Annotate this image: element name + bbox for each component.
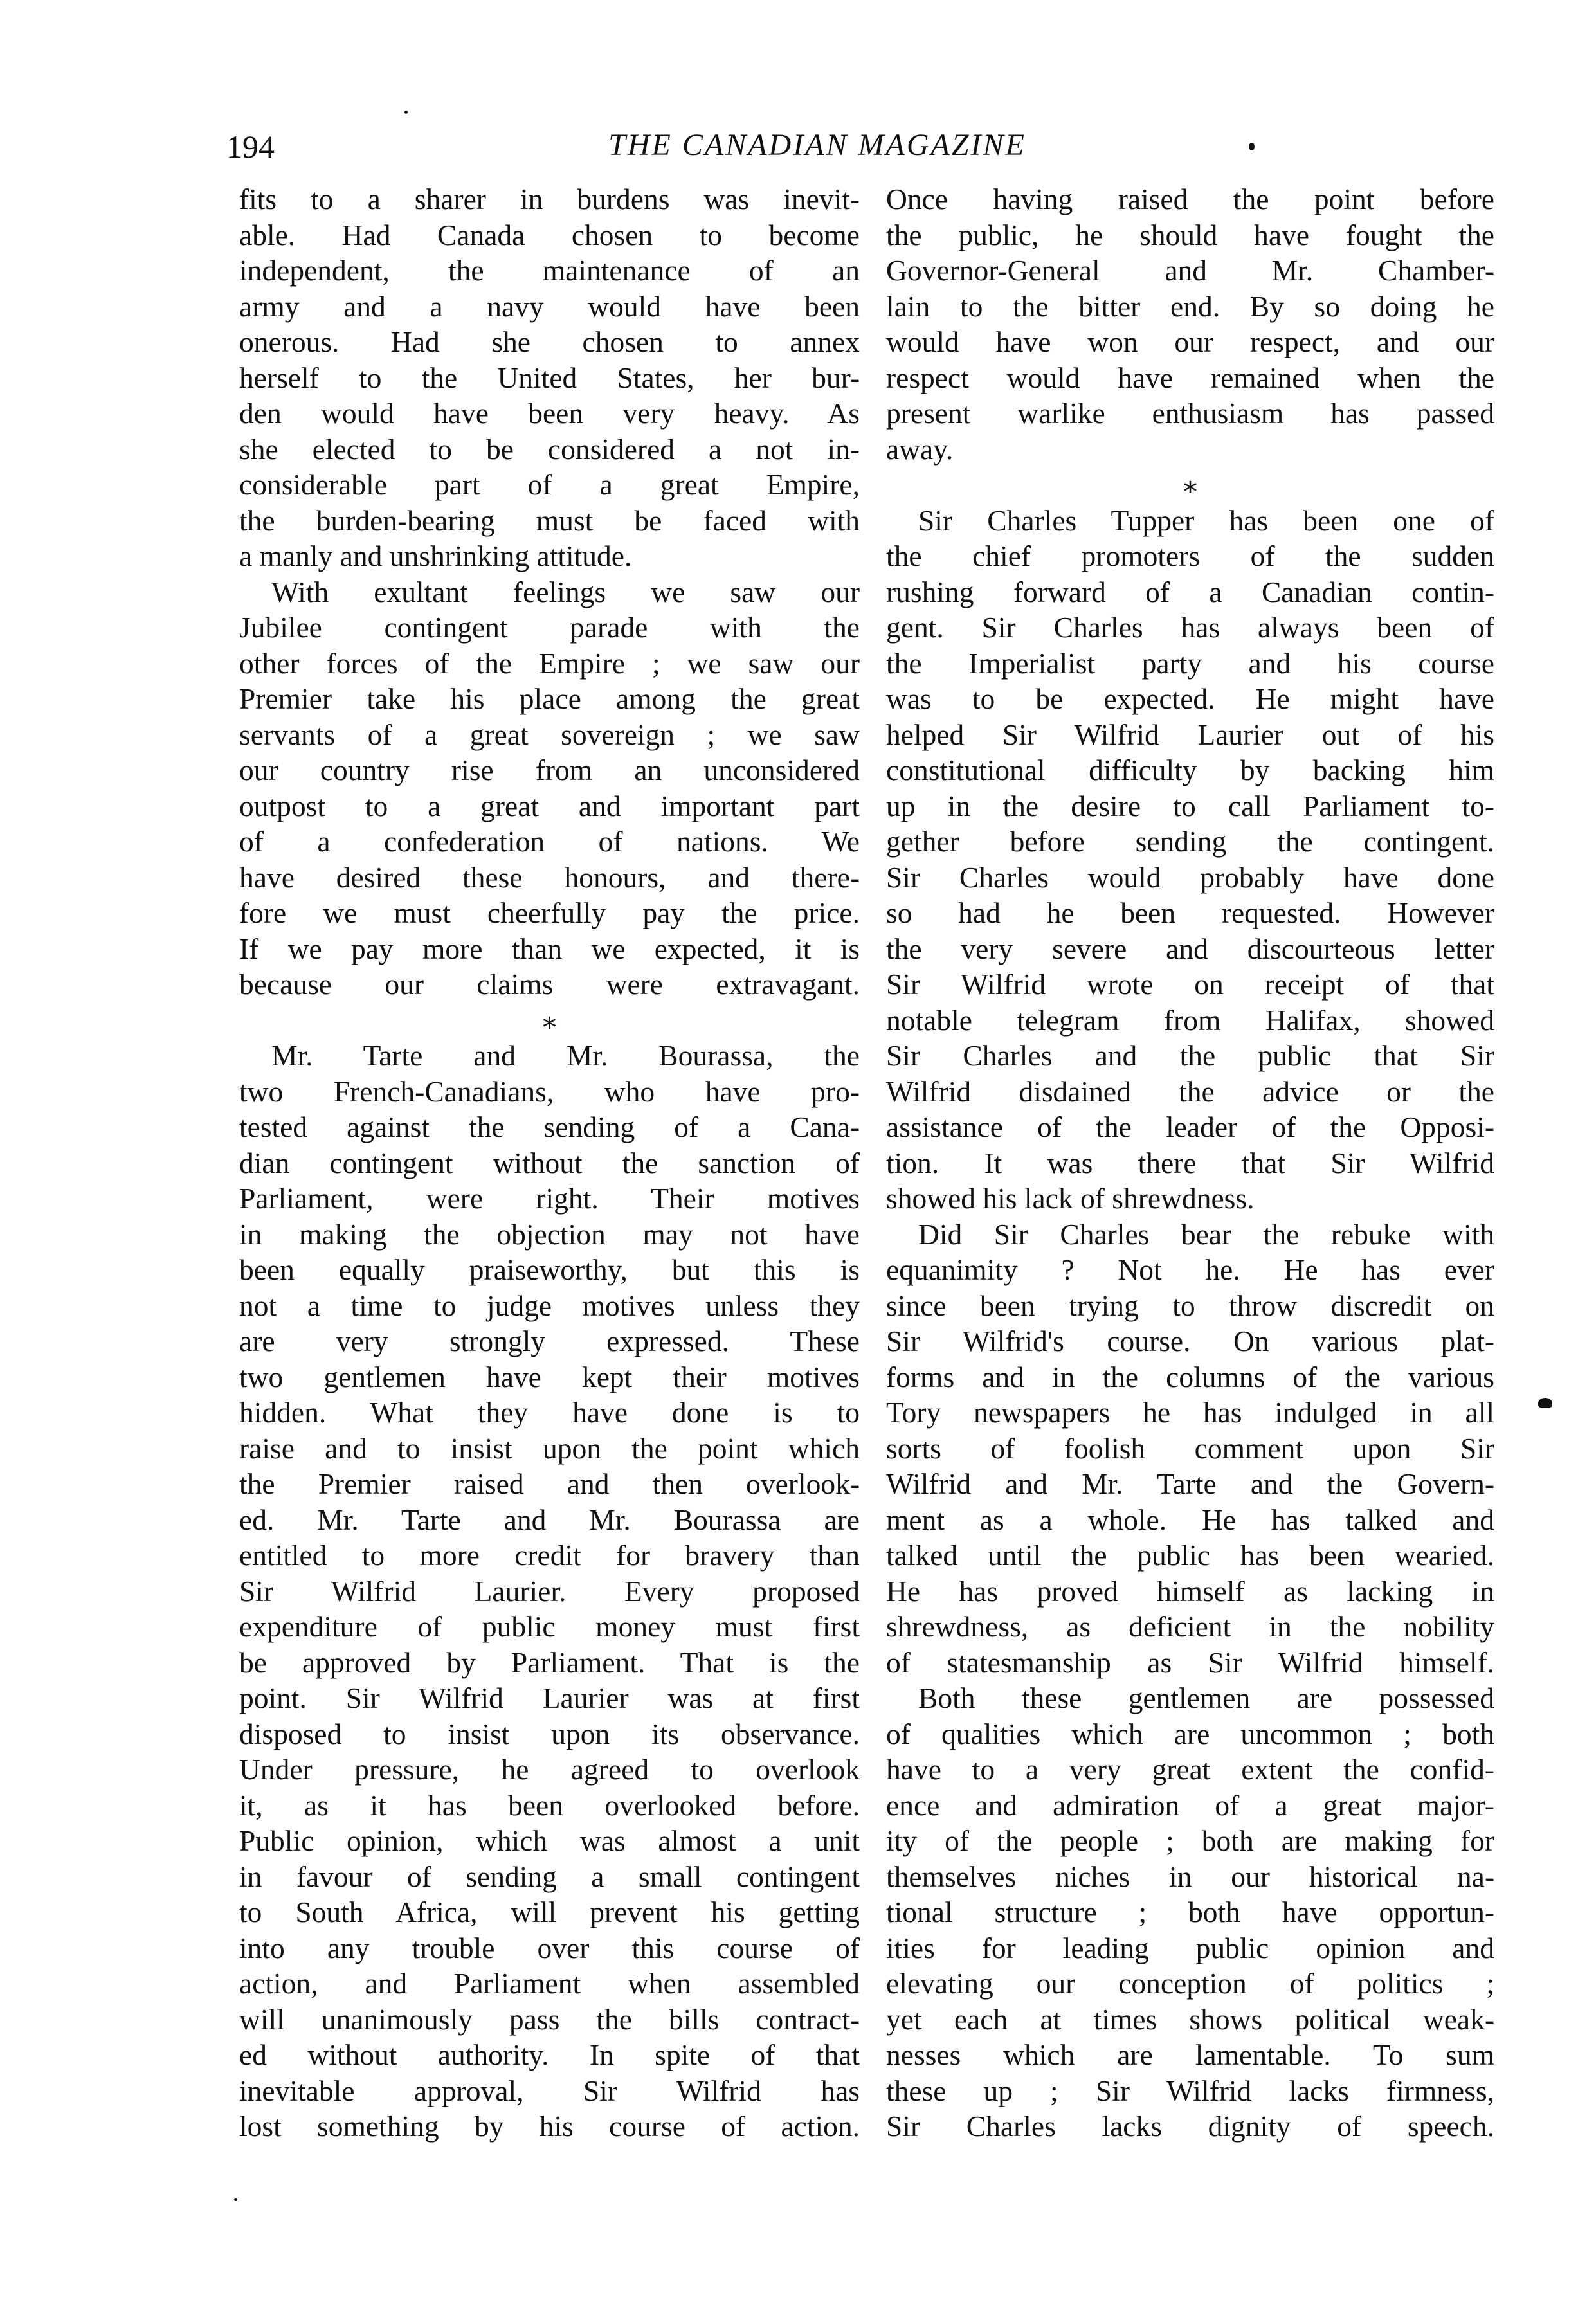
text-line: tional structure ; both have opportun- bbox=[886, 1896, 1494, 1928]
text-line: respect would have remained when the bbox=[886, 361, 1494, 394]
text-line: ment as a whole. He has talked and bbox=[886, 1503, 1494, 1536]
text-line: are very strongly expressed. These bbox=[239, 1325, 860, 1357]
text-line: ities for leading public opinion and bbox=[886, 1931, 1494, 1964]
text-line: shrewdness, as deficient in the nobility bbox=[886, 1610, 1494, 1643]
text-line: inevitable approval, Sir Wilfrid has bbox=[239, 2074, 860, 2107]
text-line: have to a very great extent the confid- bbox=[886, 1753, 1494, 1786]
text-line: the public, he should have fought the bbox=[886, 218, 1494, 251]
text-line: two French-Canadians, who have pro- bbox=[239, 1074, 860, 1108]
left-column bbox=[239, 181, 860, 2144]
text-line: ed. Mr. Tarte and Mr. Bourassa are bbox=[239, 1503, 860, 1536]
text-line: present warlike enthusiasm has passed bbox=[886, 397, 1494, 430]
right-column bbox=[886, 181, 1494, 2144]
text-line: in making the objection may not have bbox=[239, 1217, 860, 1251]
text-line: Premier take his place among the great bbox=[239, 682, 860, 715]
text-line: disposed to insist upon its observance. bbox=[239, 1717, 860, 1750]
text-line: elevating our conception of politics ; bbox=[886, 1967, 1494, 2000]
text-line: of statesmanship as Sir Wilfrid himself. bbox=[886, 1645, 1494, 1679]
text-line: these up ; Sir Wilfrid lacks firmness, bbox=[886, 2074, 1494, 2107]
text-line: since been trying to throw discredit on bbox=[886, 1289, 1494, 1322]
text-line: talked until the public has been wearied. bbox=[886, 1539, 1494, 1572]
text-line: lain to the bitter end. By so doing he bbox=[886, 289, 1494, 323]
text-line: she elected to be considered a not in- bbox=[239, 432, 860, 466]
text-line: Sir Charles and the public that Sir bbox=[886, 1039, 1494, 1072]
text-line: Sir Wilfrid's course. On various plat- bbox=[886, 1325, 1494, 1357]
margin-marker-icon bbox=[1538, 1398, 1552, 1408]
text-line: Did Sir Charles bear the rebuke with bbox=[918, 1217, 1494, 1251]
text-line: themselves niches in our historical na- bbox=[886, 1860, 1494, 1893]
text-line: action, and Parliament when assembled bbox=[239, 1967, 860, 2000]
text-line: fore we must cheerfully pay the price. bbox=[239, 896, 860, 929]
text-line: fits to a sharer in burdens was inevit- bbox=[239, 183, 860, 215]
text-line: assistance of the leader of the Opposi- bbox=[886, 1110, 1494, 1143]
text-line: the Premier raised and then overlook- bbox=[239, 1467, 860, 1500]
text-line: forms and in the columns of the various bbox=[886, 1360, 1494, 1393]
text-line: Mr. Tarte and Mr. Bourassa, the bbox=[271, 1039, 860, 1072]
running-title: THE CANADIAN MAGAZINE bbox=[608, 128, 1026, 162]
text-line: den would have been very heavy. As bbox=[239, 397, 860, 430]
text-line: gether before sending the contingent. bbox=[886, 825, 1494, 858]
text-line: If we pay more than we expected, it is bbox=[239, 932, 860, 965]
text-line: the chief promoters of the sudden bbox=[886, 539, 1494, 572]
text-line: of a confederation of nations. We bbox=[239, 825, 860, 858]
text-line: away. bbox=[886, 432, 954, 466]
text-line: able. Had Canada chosen to become bbox=[239, 218, 860, 251]
text-line: been equally praiseworthy, but this is bbox=[239, 1253, 860, 1286]
text-line: because our claims were extravagant. bbox=[239, 968, 860, 1001]
text-line: herself to the United States, her bur- bbox=[239, 361, 860, 394]
text-line: independent, the maintenance of an bbox=[239, 254, 860, 287]
text-line: showed his lack of shrewdness. bbox=[886, 1182, 1255, 1215]
text-line: a manly and unshrinking attitude. bbox=[239, 539, 632, 572]
text-line: Wilfrid disdained the advice or the bbox=[886, 1074, 1494, 1108]
text-line: With exultant feelings we saw our bbox=[271, 575, 860, 608]
text-line: have desired these honours, and there- bbox=[239, 860, 860, 894]
text-line: Once having raised the point before bbox=[886, 183, 1494, 215]
text-line: was to be expected. He might have bbox=[886, 682, 1494, 715]
text-line: so had he been requested. However bbox=[886, 896, 1494, 929]
text-line: sorts of foolish comment upon Sir bbox=[886, 1431, 1494, 1465]
text-line: Sir Charles lacks dignity of speech. bbox=[886, 2110, 1494, 2143]
text-line: ed without authority. In spite of that bbox=[239, 2038, 860, 2071]
text-line: army and a navy would have been bbox=[239, 289, 860, 323]
text-line: it, as it has been overlooked before. bbox=[239, 1788, 860, 1822]
text-line: of qualities which are uncommon ; both bbox=[886, 1717, 1494, 1750]
text-line: servants of a great sovereign ; we saw bbox=[239, 718, 860, 751]
text-line: in favour of sending a small contingent bbox=[239, 1860, 860, 1893]
text-line: entitled to more credit for bravery than bbox=[239, 1539, 860, 1572]
text-line: rushing forward of a Canadian contin- bbox=[886, 575, 1494, 608]
text-line: the Imperialist party and his course bbox=[886, 646, 1494, 680]
text-line: Wilfrid and Mr. Tarte and the Govern- bbox=[886, 1467, 1494, 1500]
section-separator-asterism-icon: ⁎ bbox=[1183, 469, 1197, 499]
text-line: outpost to a great and important part bbox=[239, 789, 860, 822]
text-line: Governor-General and Mr. Chamber- bbox=[886, 254, 1494, 287]
text-line: Public opinion, which was almost a unit bbox=[239, 1824, 860, 1857]
text-line: ence and admiration of a great major- bbox=[886, 1788, 1494, 1822]
text-line: dian contingent without the sanction of bbox=[239, 1146, 860, 1179]
text-line: considerable part of a great Empire, bbox=[239, 468, 860, 501]
text-line: to South Africa, will prevent his getting bbox=[239, 1896, 860, 1928]
text-line: would have won our respect, and our bbox=[886, 325, 1494, 358]
text-line: Sir Charles would probably have done bbox=[886, 860, 1494, 894]
text-line: two gentlemen have kept their motives bbox=[239, 1360, 860, 1393]
section-separator-asterism-icon: ⁎ bbox=[543, 1004, 556, 1035]
print-speck-top bbox=[404, 111, 408, 114]
text-line: ity of the people ; both are making for bbox=[886, 1824, 1494, 1857]
text-line: not a time to judge motives unless they bbox=[239, 1289, 860, 1322]
page-number: 194 bbox=[226, 129, 275, 165]
text-line: notable telegram from Halifax, showed bbox=[886, 1003, 1494, 1037]
text-line: Under pressure, he agreed to overlook bbox=[239, 1753, 860, 1786]
text-line: our country rise from an unconsidered bbox=[239, 754, 860, 786]
text-line: Sir Wilfrid wrote on receipt of that bbox=[886, 968, 1494, 1001]
text-line: tion. It was there that Sir Wilfrid bbox=[886, 1146, 1494, 1179]
text-line: Jubilee contingent parade with the bbox=[239, 611, 860, 644]
text-line: expenditure of public money must first bbox=[239, 1610, 860, 1643]
text-line: yet each at times shows political weak- bbox=[886, 2002, 1494, 2036]
text-line: He has proved himself as lacking in bbox=[886, 1574, 1494, 1608]
text-line: onerous. Had she chosen to annex bbox=[239, 325, 860, 358]
text-line: up in the desire to call Parliament to- bbox=[886, 789, 1494, 822]
text-line: be approved by Parliament. That is the bbox=[239, 1645, 860, 1679]
print-speck-header-right bbox=[1249, 143, 1255, 150]
text-line: Tory newspapers he has indulged in all bbox=[886, 1396, 1494, 1429]
text-line: nesses which are lamentable. To sum bbox=[886, 2038, 1494, 2071]
print-speck-bottom bbox=[234, 2198, 237, 2201]
text-line: Parliament, were right. Their motives bbox=[239, 1182, 860, 1215]
text-line: hidden. What they have done is to bbox=[239, 1396, 860, 1429]
text-line: into any trouble over this course of bbox=[239, 1931, 860, 1964]
text-line: constitutional difficulty by backing him bbox=[886, 754, 1494, 786]
text-line: will unanimously pass the bills contract- bbox=[239, 2002, 860, 2036]
text-line: Both these gentlemen are possessed bbox=[918, 1681, 1494, 1714]
text-line: helped Sir Wilfrid Laurier out of his bbox=[886, 718, 1494, 751]
text-line: lost something by his course of action. bbox=[239, 2110, 860, 2143]
text-line: raise and to insist upon the point which bbox=[239, 1431, 860, 1465]
text-line: equanimity ? Not he. He has ever bbox=[886, 1253, 1494, 1286]
text-line: Sir Wilfrid Laurier. Every proposed bbox=[239, 1574, 860, 1608]
text-line: gent. Sir Charles has always been of bbox=[886, 611, 1494, 644]
text-line: the very severe and discourteous letter bbox=[886, 932, 1494, 965]
text-line: Sir Charles Tupper has been one of bbox=[918, 503, 1494, 537]
text-line: tested against the sending of a Cana- bbox=[239, 1110, 860, 1143]
text-line: other forces of the Empire ; we saw our bbox=[239, 646, 860, 680]
text-line: point. Sir Wilfrid Laurier was at first bbox=[239, 1681, 860, 1714]
text-line: the burden-bearing must be faced with bbox=[239, 503, 860, 537]
